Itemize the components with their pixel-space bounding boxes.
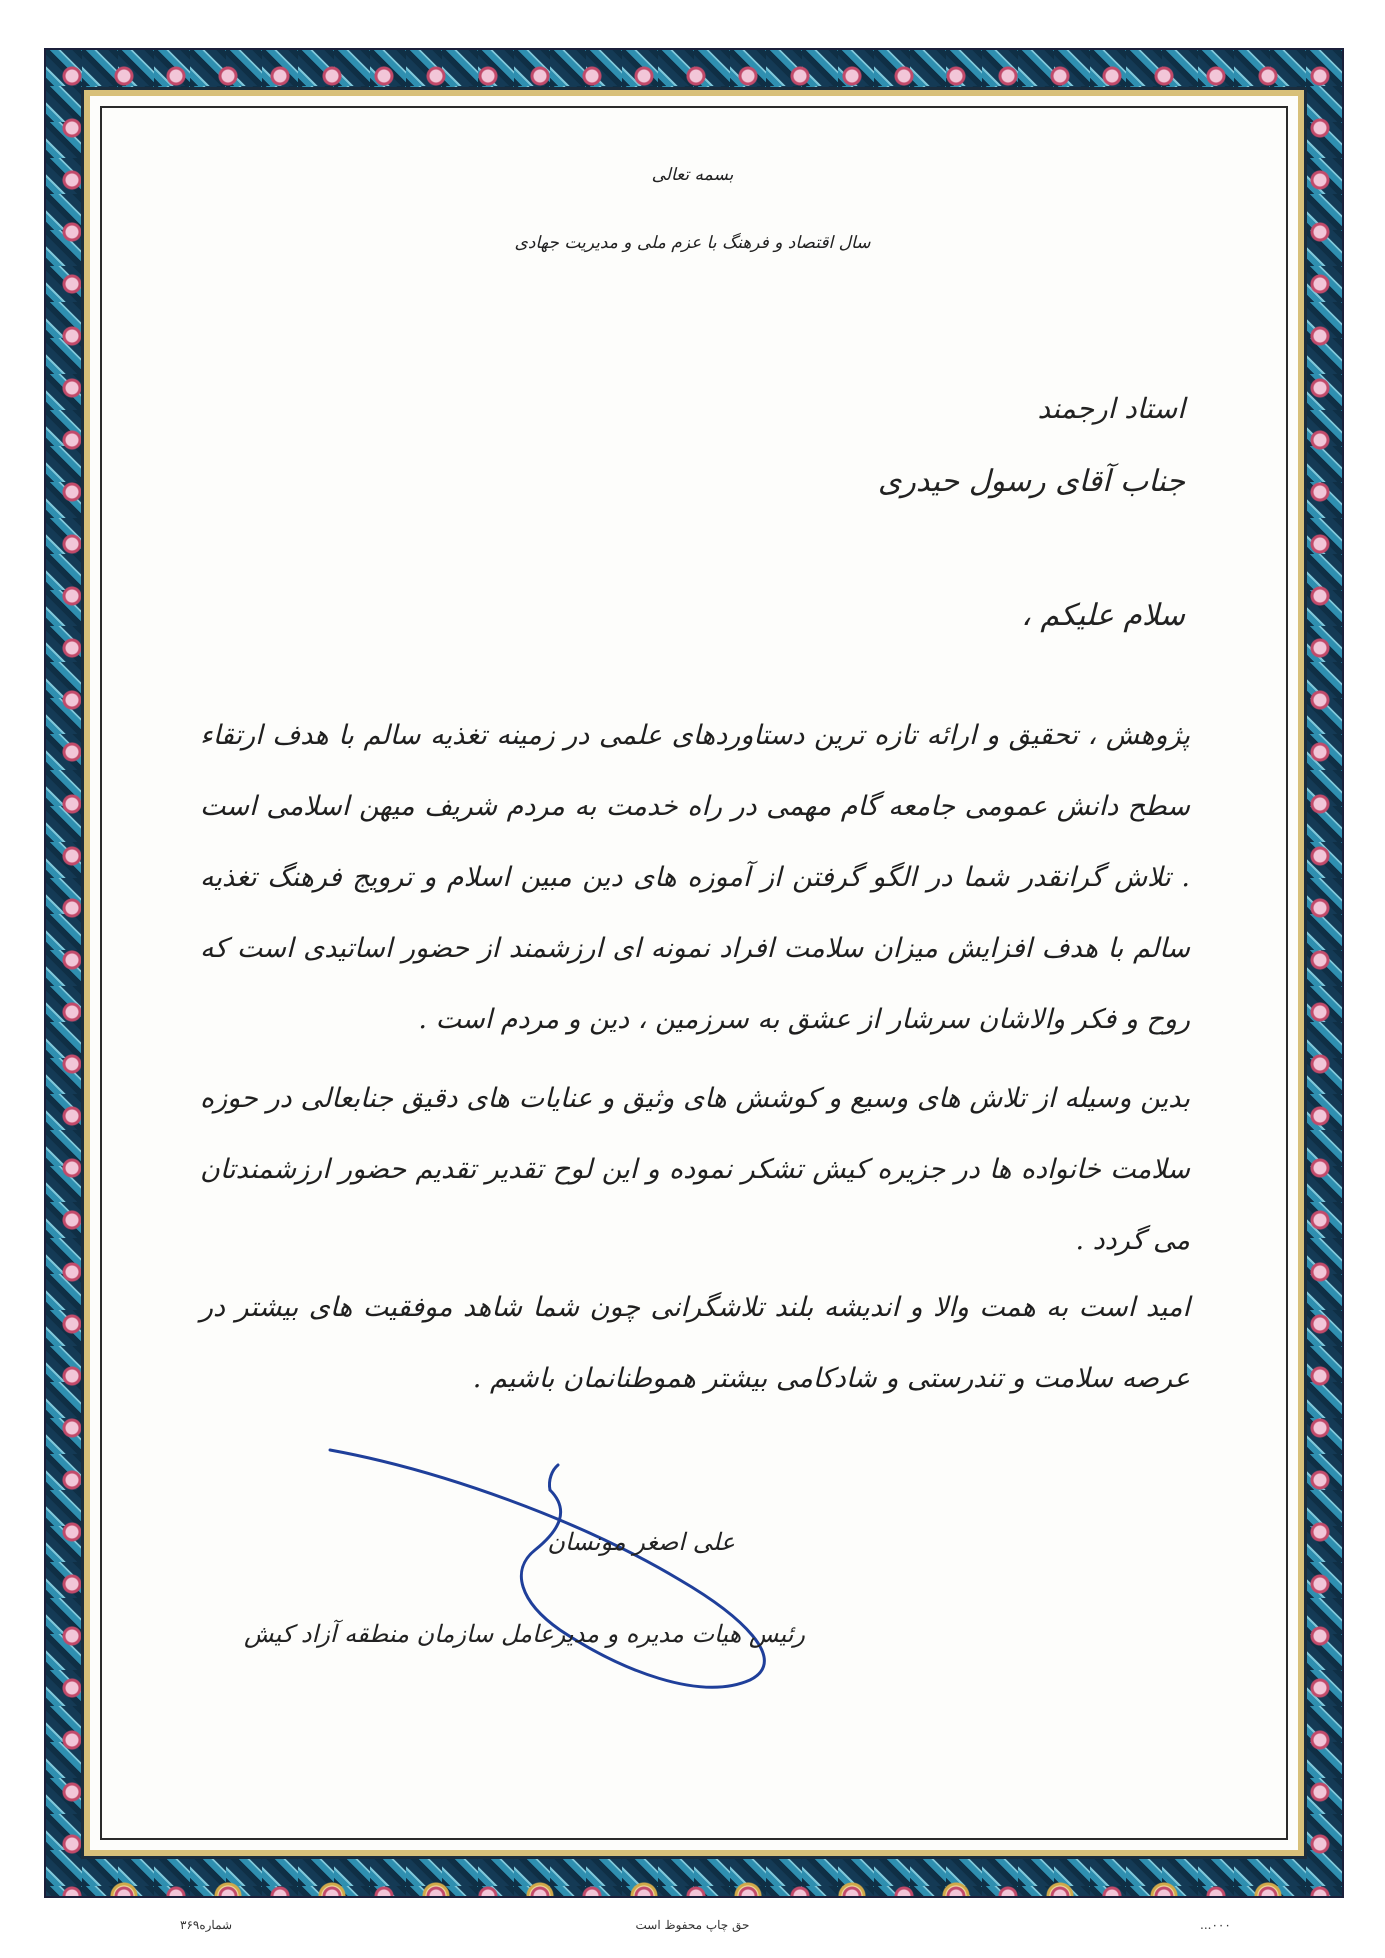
year-motto: سال اقتصاد و فرهنگ با عزم ملی و مدیریت جهادی <box>514 233 871 253</box>
body-paragraph-2: بدین وسیله از تلاش های وسیع و کوشش های وثیق و عنایات های دقیق جنابعالی در حوزه سلامت خانواده ها در جزیره کیش تشکر نموده و این لوح تقدیر تقدیم حضور ارزشمندتان می گردد . <box>200 1083 1190 1256</box>
signer-title: رئیس هیات مدیره و مدیرعامل سازمان منطقه آزاد کیش <box>244 1620 805 1648</box>
salutation: استاد ارجمند <box>1037 392 1185 425</box>
body-paragraph-1: پژوهش ، تحقیق و ارائه تازه ترین دستاوردهای علمی در زمینه تغذیه سالم با هدف ارتقاء سطح دانش عمومی جامعه گام مهمی در راه خدمت به مردم شریف میهن اسلامی است . تلاش گرانقدر شما در الگو گرفتن از آموزه های دین مبین اسلام و ترویج فرهنگ تغذیه سالم با هدف افزایش میزان سلامت افراد نمونه ای ارزشمند از حضور اساتیدی است که روح و فکر والاشان سرشار از عشق به سرزمین ، دین و مردم است . <box>200 720 1190 1035</box>
handwritten-signature <box>320 1430 840 1710</box>
recipient-name: جناب آقای رسول حیدری <box>877 464 1185 499</box>
body-paragraph-3: امید است به همت والا و اندیشه بلند تلاشگرانی چون شما شاهد موفقیت های بیشتر در عرصه سلامت و تندرستی و شادکامی بیشتر هموطنانمان باشیم . <box>200 1292 1190 1394</box>
signer-name: علی اصغر مونسان <box>547 1528 735 1556</box>
serial-number: شماره۳۶۹ <box>180 1918 233 1932</box>
greeting: سلام علیکم ، <box>1021 598 1185 633</box>
print-code: ۰۰۰... <box>1200 1918 1231 1932</box>
bismillah-heading: بسمه تعالی <box>651 165 734 185</box>
copyright-note: حق چاپ محفوظ است <box>635 1918 750 1932</box>
